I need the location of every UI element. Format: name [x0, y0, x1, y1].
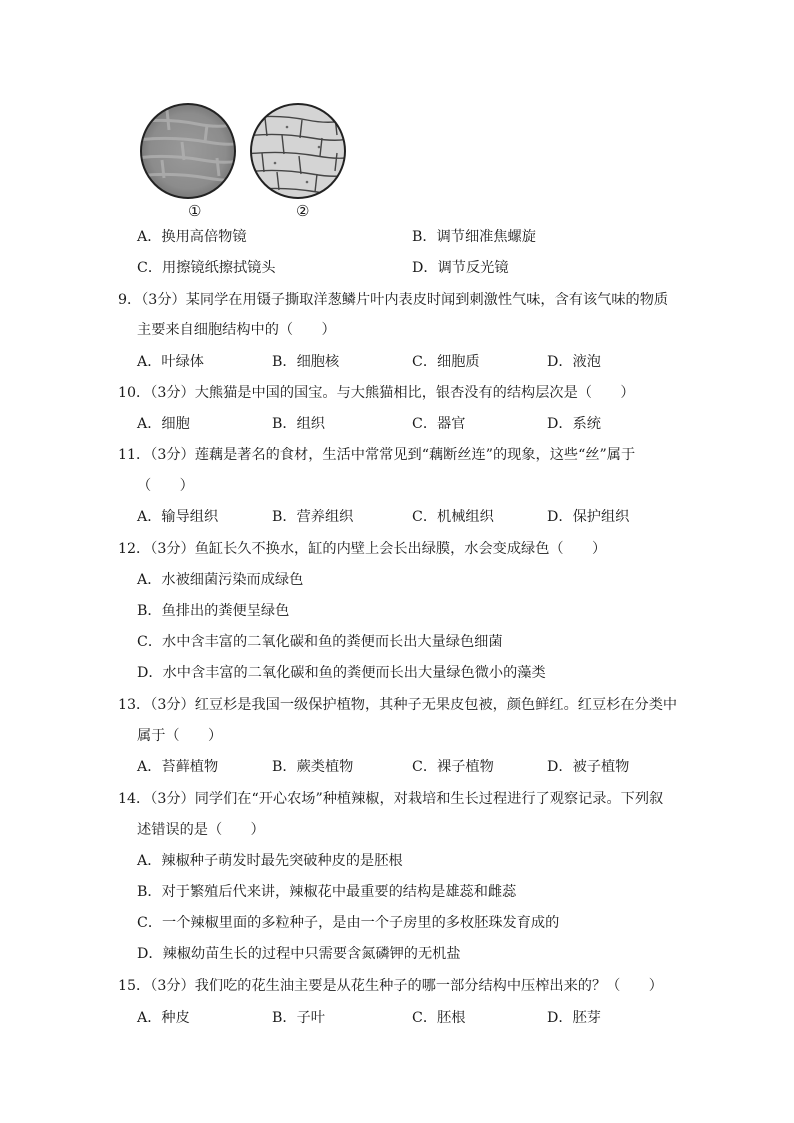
q15-option-d: D．胚芽 — [547, 1010, 601, 1026]
q13-option-b: B．蕨类植物 — [272, 759, 354, 775]
q9-option-b: B．细胞核 — [272, 354, 340, 370]
q8-option-a: A．换用高倍物镜 — [137, 229, 247, 245]
q13-option-d: D．被子植物 — [547, 759, 630, 775]
q14-stem-line2: 述错误的是（ ） — [137, 822, 265, 838]
clear-view-circle — [247, 104, 357, 198]
q12-option-d: D．水中含丰富的二氧化碳和鱼的粪便而长出大量绿色微小的藻类 — [137, 665, 546, 681]
figure-label-2: ② — [296, 202, 310, 220]
q14-option-c: C．一个辣椒里面的多粒种子，是由一个子房里的多枚胚珠发育成的 — [137, 915, 560, 931]
q12-option-c: C．水中含丰富的二氧化碳和鱼的粪便而长出大量绿色细菌 — [137, 634, 503, 650]
microscope-views-image — [137, 100, 357, 220]
q9-option-a: A．叶绿体 — [137, 354, 204, 370]
q14-stem-line1: 14．（3分）同学们在“开心农场”种植辣椒，对栽培和生长过程进行了观察记录。下列叙 — [118, 791, 664, 807]
q8-option-b: B．调节细准焦螺旋 — [412, 229, 536, 245]
q10-option-c: C．器官 — [412, 416, 466, 432]
q9-option-d: D．液泡 — [547, 354, 601, 370]
q9-option-c: C．细胞质 — [412, 354, 480, 370]
q14-option-a: A．辣椒种子萌发时最先突破种皮的是胚根 — [137, 853, 403, 869]
q9-stem-line2: 主要来自细胞结构中的（ ） — [137, 322, 336, 338]
q12-option-b: B．鱼排出的粪便呈绿色 — [137, 603, 290, 619]
microscope-figure — [137, 100, 357, 220]
q8-option-c: C．用擦镜纸擦拭镜头 — [137, 260, 276, 276]
q13-option-a: A．苔藓植物 — [137, 759, 219, 775]
q14-option-b: B．对于繁殖后代来讲，辣椒花中最重要的结构是雄蕊和雌蕊 — [137, 884, 517, 900]
q11-option-c: C．机械组织 — [412, 509, 494, 525]
figure-label-1: ① — [188, 202, 202, 220]
q13-stem-line2: 属于（ ） — [137, 728, 223, 744]
q11-option-b: B．营养组织 — [272, 509, 354, 525]
q13-stem-line1: 13．（3分）红豆杉是我国一级保护植物，其种子无果皮包被，颜色鲜红。红豆杉在分类中 — [118, 697, 678, 713]
q15-option-c: C．胚根 — [412, 1010, 466, 1026]
q13-option-c: C．裸子植物 — [412, 759, 494, 775]
q10-option-b: B．组织 — [272, 416, 325, 432]
q11-option-d: D．保护组织 — [547, 509, 630, 525]
q14-option-d: D．辣椒幼苗生长的过程中只需要含氮磷钾的无机盐 — [137, 946, 461, 962]
q12-option-a: A．水被细菌污染而成绿色 — [137, 572, 304, 588]
q11-stem-line1: 11．（3分）莲藕是著名的食材，生活中常常见到“藕断丝连”的现象，这些“丝”属于 — [118, 447, 636, 463]
q8-option-d: D．调节反光镜 — [412, 260, 509, 276]
q10-stem-line1: 10．（3分）大熊猫是中国的国宝。与大熊猫相比，银杏没有的结构层次是（ ） — [118, 385, 635, 401]
q9-stem-line1: 9．（3分）某同学在用镊子撕取洋葱鳞片叶内表皮时闻到刺激性气味，含有该气味的物质 — [118, 292, 669, 308]
q12-stem-line1: 12．（3分）鱼缸长久不换水，缸的内壁上会长出绿膜，水会变成绿色（ ） — [118, 541, 607, 557]
blurry-view-circle — [137, 104, 247, 198]
q15-option-a: A．种皮 — [137, 1010, 190, 1026]
q15-stem-line1: 15．（3分）我们吃的花生油主要是从花生种子的哪一部分结构中压榨出来的？（ ） — [118, 978, 663, 994]
q10-option-d: D．系统 — [547, 416, 601, 432]
q11-stem-line2: （ ） — [137, 478, 194, 494]
q10-option-a: A．细胞 — [137, 416, 190, 432]
q15-option-b: B．子叶 — [272, 1010, 325, 1026]
q11-option-a: A．输导组织 — [137, 509, 219, 525]
